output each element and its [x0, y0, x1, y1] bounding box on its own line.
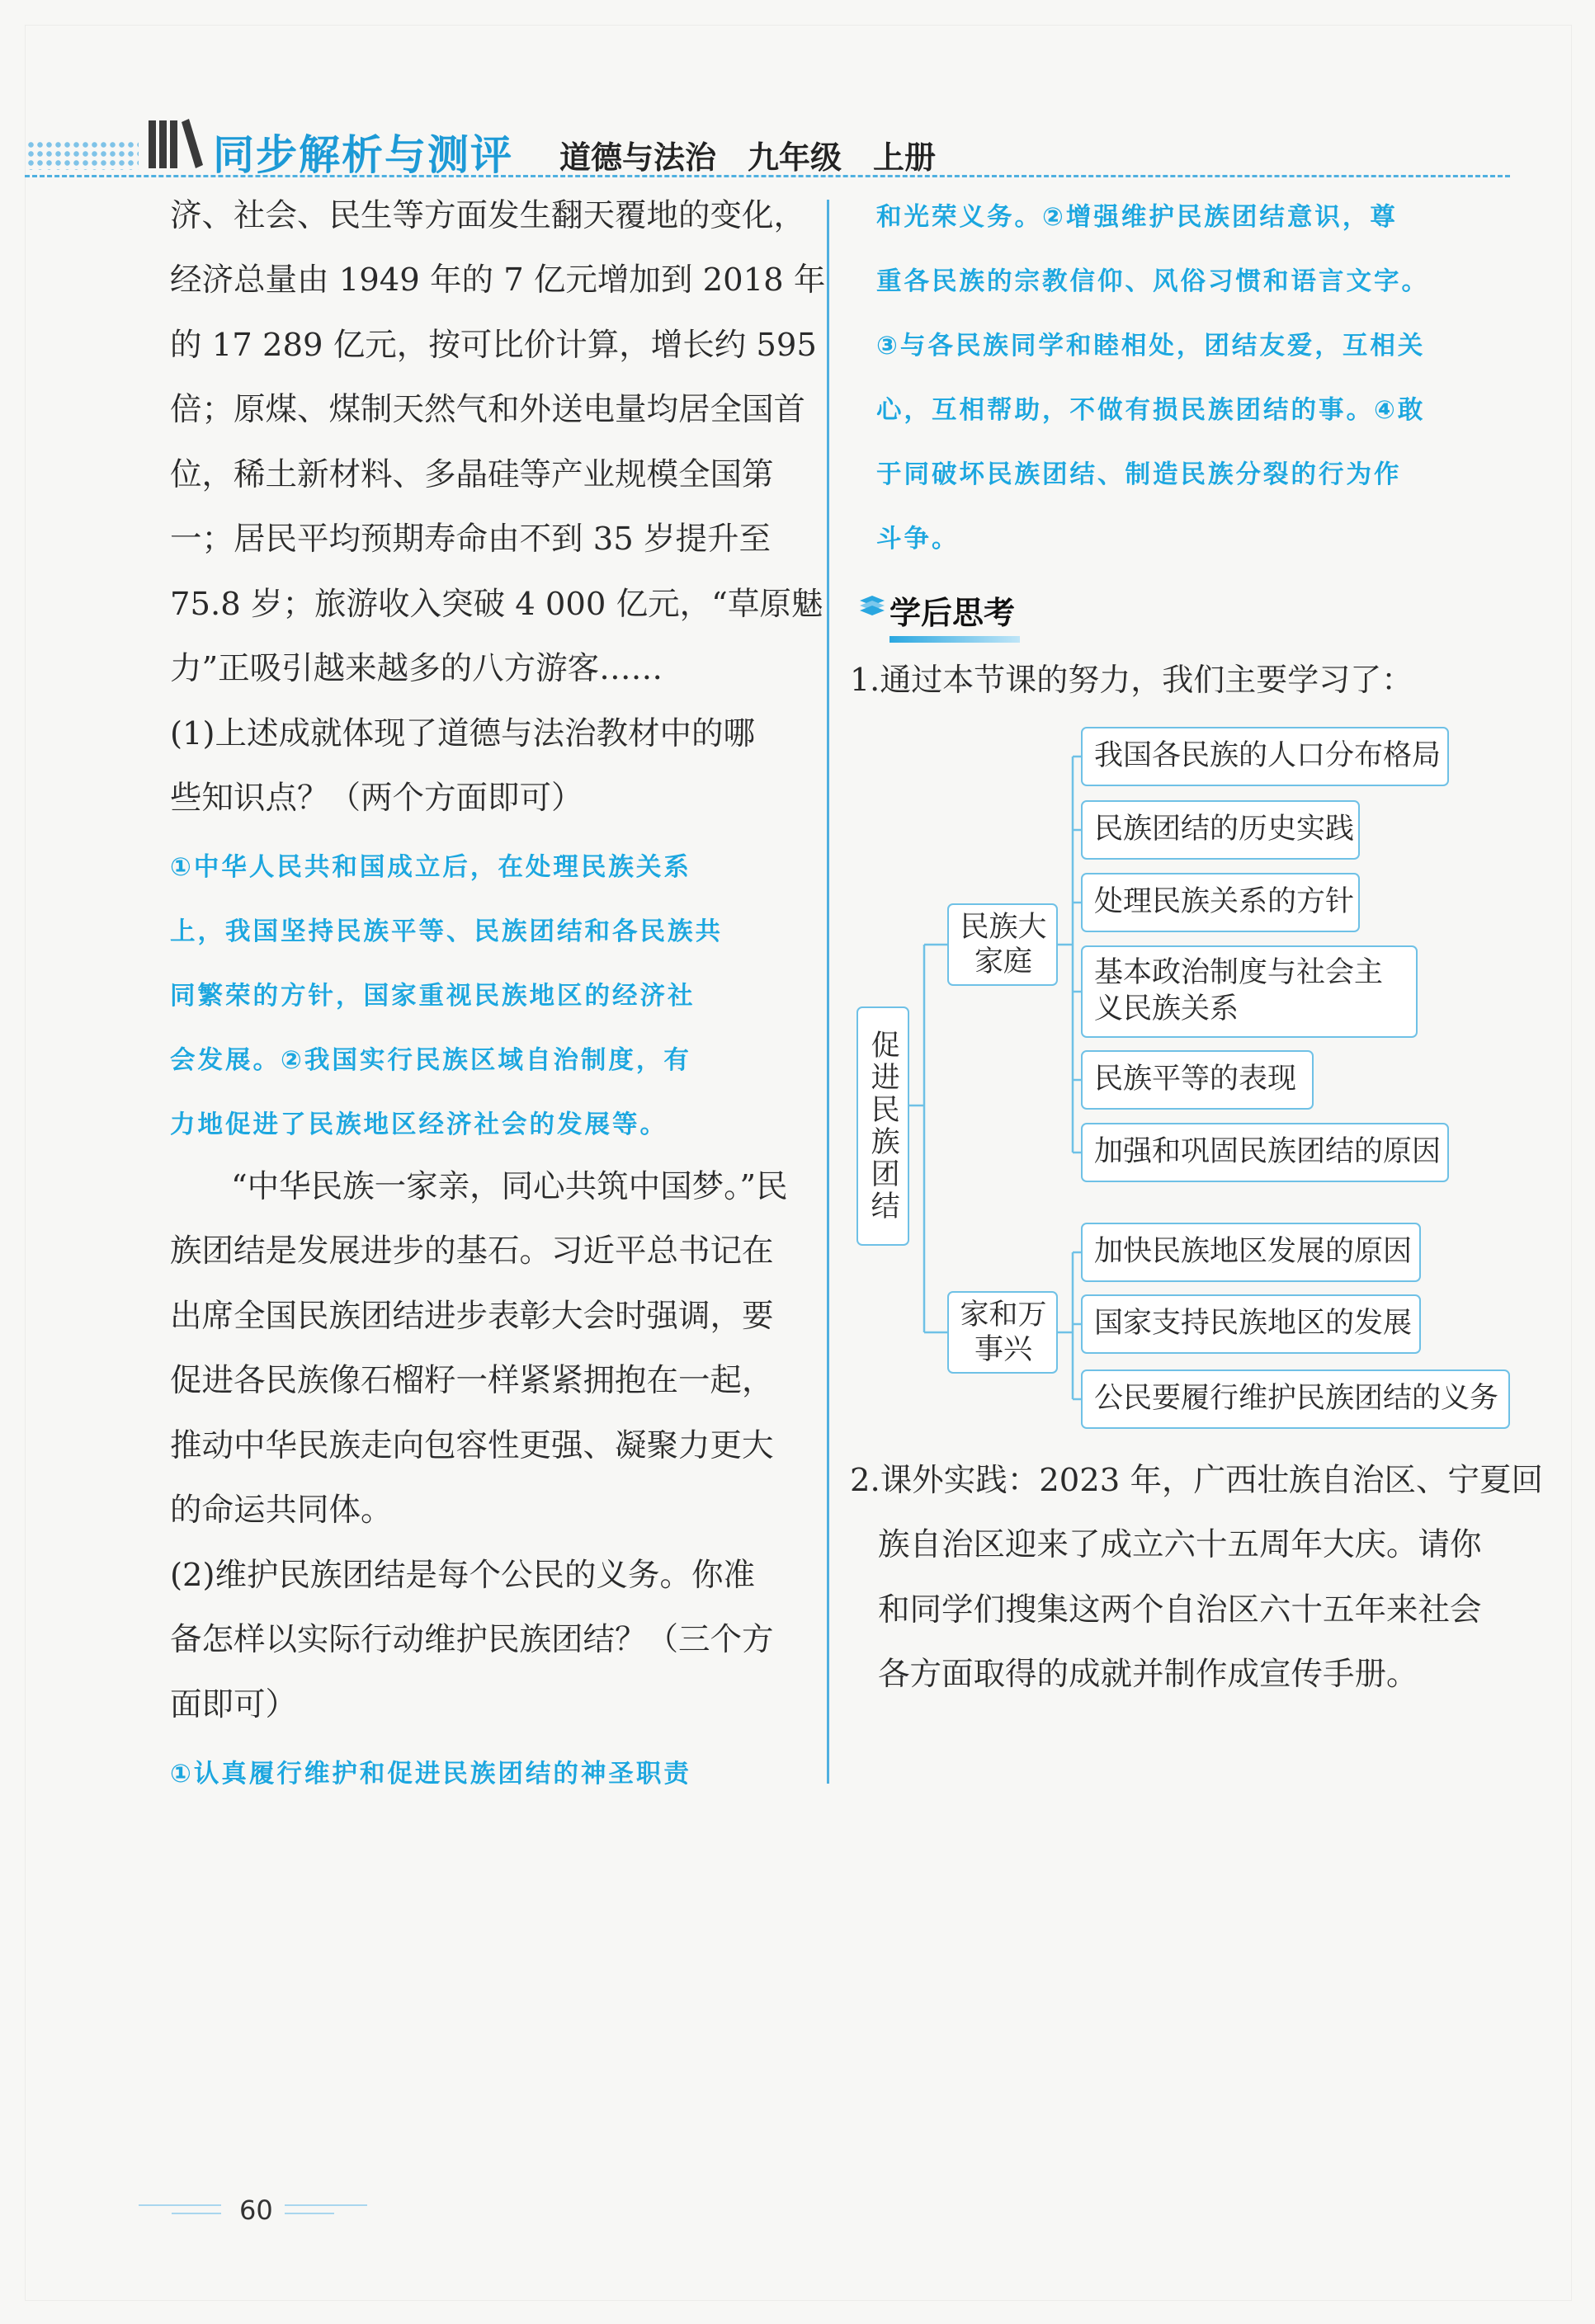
answer-line: 于同破坏民族团结、制造民族分裂的行为作 [876, 460, 1402, 489]
footer-decoration [285, 2213, 334, 2214]
answer-line: ③与各民族同学和睦相处，团结友爱，互相关 [876, 332, 1426, 361]
question-1: 1.通过本节课的努力，我们主要学习了： [850, 662, 1413, 698]
text-line: 的 17 289 亿元，按可比价计算，增长约 595 [170, 327, 817, 364]
series-title: 同步解析与测评 [213, 131, 513, 179]
answer-line: 和光荣义务。②增强维护民族团结意识，尊 [876, 203, 1398, 232]
section-underline [890, 636, 1020, 643]
answer-line: 重各民族的宗教信仰、风俗习惯和语言文字。 [876, 267, 1429, 296]
question-line: 面即可） [170, 1686, 298, 1723]
section-title: 学后思考 [890, 587, 1015, 638]
text-line: 推动中华民族走向包容性更强、凝聚力更大 [170, 1427, 774, 1464]
text-line: 的命运共同体。 [170, 1492, 393, 1529]
header-divider [25, 175, 1510, 177]
books-icon [147, 115, 205, 170]
book-icon [858, 592, 886, 622]
text-line: “中华民族一家亲，同心共筑中国梦。”民 [231, 1168, 788, 1205]
answer-line: 斗争。 [876, 525, 960, 554]
answer-line: 会发展。②我国实行民族区域自治制度，有 [170, 1046, 691, 1075]
answer-line: ①中华人民共和国成立后，在处理民族关系 [170, 853, 691, 882]
question-2: 和同学们搜集这两个自治区六十五年来社会 [878, 1591, 1482, 1629]
text-line: 力”正吸引越来越多的八方游客…… [170, 650, 663, 687]
footer-decoration [285, 2204, 367, 2206]
text-line: 75.8 岁；旅游收入突破 4 000 亿元，“草原魅 [170, 586, 823, 623]
column-divider [827, 200, 829, 1784]
mindmap-item: 公民要履行维护民族团结的义务 [1081, 1369, 1510, 1429]
mindmap-branch: 家和万事兴 [947, 1291, 1058, 1374]
mindmap-item: 加强和巩固民族团结的原因 [1081, 1123, 1449, 1182]
question-line: 些知识点？（两个方面即可） [170, 780, 583, 817]
text-line: 济、社会、民生等方面发生翻天覆地的变化， [170, 197, 806, 234]
question-2: 族自治区迎来了成立六十五周年大庆。请你 [878, 1526, 1482, 1563]
text-line: 位，稀土新材料、多晶硅等产业规模全国第 [170, 456, 774, 493]
mindmap-item: 我国各民族的人口分布格局 [1081, 727, 1449, 786]
answer-line: 同繁荣的方针，国家重视民族地区的经济社 [170, 982, 696, 1011]
subject-title: 道德与法治 九年级 上册 [559, 139, 937, 176]
answer-line: 力地促进了民族地区经济社会的发展等。 [170, 1110, 668, 1139]
question-2: 各方面取得的成就并制作成宣传手册。 [878, 1656, 1418, 1693]
question-line: 备怎样以实际行动维护民族团结？（三个方 [170, 1621, 774, 1658]
text-line: 族团结是发展进步的基石。习近平总书记在 [170, 1233, 774, 1270]
text-line: 经济总量由 1949 年的 7 亿元增加到 2018 年 [170, 262, 826, 299]
question-2: 2.课外实践：2023 年，广西壮族自治区、宁夏回 [850, 1462, 1543, 1499]
text-line: 一；居民平均预期寿命由不到 35 岁提升至 [170, 521, 771, 558]
answer-line: ①认真履行维护和促进民族团结的神圣职责 [170, 1760, 691, 1789]
question-line: (2)维护民族团结是每个公民的义务。你准 [170, 1557, 756, 1594]
mindmap-item: 民族平等的表现 [1081, 1050, 1314, 1110]
text-line: 促进各民族像石榴籽一样紧紧拥抱在一起， [170, 1362, 774, 1399]
answer-line: 心，互相帮助，不做有损民族团结的事。④敢 [876, 396, 1426, 425]
mindmap-item: 国家支持民族地区的发展 [1081, 1294, 1421, 1354]
mindmap-root: 促进民族团结 [856, 1006, 909, 1246]
mindmap-item: 基本政治制度与社会主义民族关系 [1081, 945, 1418, 1038]
header-dots-decoration [26, 140, 139, 170]
question-line: (1)上述成就体现了道德与法治教材中的哪 [170, 715, 756, 752]
mindmap-branch: 民族大家庭 [947, 903, 1058, 986]
text-line: 倍；原煤、煤制天然气和外送电量均居全国首 [170, 391, 806, 428]
mindmap-item: 处理民族关系的方针 [1081, 873, 1360, 932]
text-line: 出席全国民族团结进步表彰大会时强调，要 [170, 1298, 774, 1335]
page-number: 60 [239, 2194, 273, 2226]
footer-decoration [172, 2213, 221, 2214]
footer-decoration [139, 2204, 221, 2206]
mindmap-item: 加快民族地区发展的原因 [1081, 1223, 1421, 1282]
mindmap-item: 民族团结的历史实践 [1081, 800, 1360, 860]
answer-line: 上，我国坚持民族平等、民族团结和各民族共 [170, 917, 723, 946]
